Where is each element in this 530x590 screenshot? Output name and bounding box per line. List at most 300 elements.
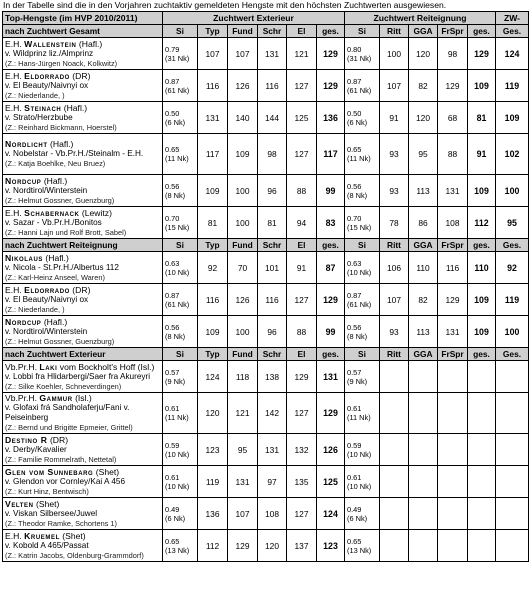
stallion-parents: v. Lobbi fra Hlidarbergi/Saer fra Akureyri xyxy=(5,371,151,381)
value-el: 137 xyxy=(287,530,317,562)
value-schr: 144 xyxy=(258,102,287,134)
si-nk: (6 Nk) xyxy=(165,513,186,523)
si-nk: (8 Nk) xyxy=(347,190,368,200)
value-gga: 113 xyxy=(409,175,438,207)
value-schr: 101 xyxy=(258,252,287,284)
si-reiteignung-cell xyxy=(345,38,380,70)
value-typ: 92 xyxy=(198,252,228,284)
value-ritt: 107 xyxy=(380,284,409,316)
value-zw-gesamt xyxy=(496,393,529,434)
value-typ: 81 xyxy=(198,207,228,239)
stallion-breed: (DR) xyxy=(72,284,91,295)
value-el: 127 xyxy=(287,70,317,102)
stallion-breed: (Shet) xyxy=(35,498,60,509)
si-exterieur-cell xyxy=(163,316,198,348)
value-typ: 112 xyxy=(198,530,228,562)
value-ges-reiteignung: 91 xyxy=(468,134,496,175)
value-schr: 142 xyxy=(258,393,287,434)
value-el: 135 xyxy=(287,466,317,498)
table-row xyxy=(3,207,529,239)
stallion-parents: v. Strato/Herzbube xyxy=(5,112,73,122)
stallion-breed: (DR) xyxy=(72,70,91,81)
col-frspr: FrSpr xyxy=(438,239,468,252)
table-row xyxy=(3,252,529,284)
value-ges-reiteignung xyxy=(468,393,496,434)
col-gga: GGA xyxy=(409,25,438,38)
stallion-parents: v. Nordtirol/Winterstein xyxy=(5,326,88,336)
col-schr: Schr xyxy=(258,239,287,252)
zw-header-line2: Ges. xyxy=(496,25,529,38)
si-nk: (61 Nk) xyxy=(165,85,190,95)
si-nk: (8 Nk) xyxy=(165,190,186,200)
value-zw-gesamt: 109 xyxy=(496,102,529,134)
value-el: 129 xyxy=(287,361,317,393)
si-nk: (61 Nk) xyxy=(347,299,372,309)
stallion-parents: v. Nobelstar - Vb.Pr.H./Steinalm - E.H. xyxy=(5,149,144,158)
value-fund: 126 xyxy=(228,70,258,102)
table-row xyxy=(3,361,529,393)
col-si: Si xyxy=(163,239,198,252)
si-value: 0.65 xyxy=(165,536,180,546)
value-ges-reiteignung: 109 xyxy=(468,316,496,348)
value-ges-exterieur: 136 xyxy=(317,102,345,134)
si-nk: (10 Nk) xyxy=(347,481,372,491)
col-el: El xyxy=(287,25,317,38)
si-value: 0.65 xyxy=(347,536,362,546)
value-frspr xyxy=(438,393,468,434)
stallion-title xyxy=(5,285,161,295)
si-value: 0.50 xyxy=(347,108,362,118)
value-schr: 108 xyxy=(258,498,287,530)
si-reiteignung-cell xyxy=(345,466,380,498)
col-fund: Fund xyxy=(228,348,258,361)
si-reiteignung-cell xyxy=(345,134,380,175)
value-zw-gesamt: 119 xyxy=(496,284,529,316)
stallion-name: Nordcup xyxy=(5,316,42,327)
si-nk: (15 Nk) xyxy=(165,222,190,232)
value-ges-exterieur: 129 xyxy=(317,284,345,316)
value-typ: 117 xyxy=(198,134,228,175)
stallion-cell xyxy=(3,207,163,239)
si-value: 0.56 xyxy=(165,181,180,191)
table-subtitle: nach Zuchtwert Gesamt xyxy=(3,25,163,38)
col-typ: Typ xyxy=(198,348,228,361)
value-ritt xyxy=(380,530,409,562)
si-nk: (10 Nk) xyxy=(165,267,190,277)
col-ges2: ges. xyxy=(468,239,496,252)
si-value: 0.56 xyxy=(165,322,180,332)
si-value: 0.61 xyxy=(165,404,180,413)
stallion-title xyxy=(5,362,161,372)
stallion-name: Wallenstein xyxy=(24,38,77,49)
col-ritt: Ritt xyxy=(380,239,409,252)
stallion-parents: v. Derby/Kavalier xyxy=(5,444,67,454)
value-ges-reiteignung: 109 xyxy=(468,175,496,207)
si-value: 0.49 xyxy=(165,504,180,514)
si-nk: (10 Nk) xyxy=(165,481,190,491)
value-el: 121 xyxy=(287,38,317,70)
zw-header-line1: ZW- xyxy=(496,12,529,25)
value-schr: 116 xyxy=(258,70,287,102)
stallion-parents: v. Nicola - St.Pr.H./Albertus 112 xyxy=(5,262,119,272)
value-frspr: 68 xyxy=(438,102,468,134)
col-ges2: ges. xyxy=(468,348,496,361)
value-ges-exterieur: 83 xyxy=(317,207,345,239)
col-el: El xyxy=(287,239,317,252)
stallion-title xyxy=(5,393,161,403)
si-exterieur-cell xyxy=(163,252,198,284)
value-ges-reiteignung xyxy=(468,530,496,562)
si-nk: (13 Nk) xyxy=(347,545,372,555)
col-si: Si xyxy=(163,25,198,38)
col-ges: ges. xyxy=(317,25,345,38)
si-nk: (10 Nk) xyxy=(165,449,190,459)
value-schr: 97 xyxy=(258,466,287,498)
si-nk: (11 Nk) xyxy=(165,413,189,422)
col-ges: ges. xyxy=(317,239,345,252)
value-schr: 131 xyxy=(258,434,287,466)
value-ritt xyxy=(380,466,409,498)
si-value: 0.70 xyxy=(165,213,180,223)
table-row xyxy=(3,175,529,207)
stallion-cell xyxy=(3,393,163,434)
si-value: 0.80 xyxy=(347,44,362,54)
stallion-name: Velten xyxy=(5,498,34,509)
stallion-name: Gammur xyxy=(39,393,73,403)
stallion-table xyxy=(2,11,529,562)
value-el: 132 xyxy=(287,434,317,466)
si-reiteignung-cell xyxy=(345,434,380,466)
stallion-breed: (Hafl.) xyxy=(63,102,88,113)
col-typ: Typ xyxy=(198,25,228,38)
table-row xyxy=(3,530,529,562)
value-ges-reiteignung xyxy=(468,361,496,393)
value-gga xyxy=(409,434,438,466)
value-ges-exterieur: 99 xyxy=(317,175,345,207)
si-nk: (8 Nk) xyxy=(165,331,186,341)
stallion-breeder: (Z.: Katrin Jacobs, Oldenburg-Grammdorf) xyxy=(5,550,144,560)
col-gga: GGA xyxy=(409,348,438,361)
stallion-title xyxy=(5,176,161,186)
value-zw-gesamt: 119 xyxy=(496,70,529,102)
table-row xyxy=(3,434,529,466)
si-nk: (6 Nk) xyxy=(347,513,368,523)
stallion-title xyxy=(5,39,161,49)
stallion-title xyxy=(5,467,161,477)
stallion-title xyxy=(5,499,161,509)
value-ges-exterieur: 131 xyxy=(317,361,345,393)
col-frspr: FrSpr xyxy=(438,348,468,361)
value-schr: 116 xyxy=(258,284,287,316)
col-ges2: ges. xyxy=(468,25,496,38)
table-row xyxy=(3,134,529,175)
si-exterieur-cell xyxy=(163,70,198,102)
value-ges-exterieur: 87 xyxy=(317,252,345,284)
stallion-name: Eldorrado xyxy=(24,70,70,81)
stallion-title xyxy=(5,103,161,113)
stallion-breeder: (Z.: Karl-Heinz Anseel, Waren) xyxy=(5,272,105,282)
table-row xyxy=(3,38,529,70)
value-schr: 81 xyxy=(258,207,287,239)
si-exterieur-cell xyxy=(163,38,198,70)
col-schr: Schr xyxy=(258,348,287,361)
si-value: 0.87 xyxy=(347,290,362,300)
stallion-prefix: E.H. xyxy=(5,284,22,295)
table-row xyxy=(3,466,529,498)
value-frspr: 98 xyxy=(438,38,468,70)
si-value: 0.56 xyxy=(347,181,362,191)
value-el: 127 xyxy=(287,134,317,175)
value-el: 91 xyxy=(287,252,317,284)
zw-header-line2: Ges. xyxy=(496,348,529,361)
si-nk: (10 Nk) xyxy=(347,449,372,459)
value-zw-gesamt xyxy=(496,434,529,466)
value-frspr xyxy=(438,530,468,562)
stallion-name: Nikolaus xyxy=(5,252,44,263)
section-title: nach Zuchtwert Reiteignung xyxy=(3,239,163,252)
value-el: 88 xyxy=(287,175,317,207)
stallion-breeder: (Z.: Hans-Jürgen Noack, Kolkwitz) xyxy=(5,58,118,68)
value-ritt xyxy=(380,361,409,393)
value-ritt: 91 xyxy=(380,102,409,134)
stallion-cell xyxy=(3,38,163,70)
value-frspr: 129 xyxy=(438,70,468,102)
value-schr: 138 xyxy=(258,361,287,393)
section-header xyxy=(3,239,529,252)
value-ges-reiteignung: 110 xyxy=(468,252,496,284)
col-frspr: FrSpr xyxy=(438,25,468,38)
si-nk: (11 Nk) xyxy=(347,154,371,163)
si-nk: (6 Nk) xyxy=(347,117,368,127)
si-exterieur-cell xyxy=(163,434,198,466)
stallion-parents: v. El Beauty/Naivnyi ox xyxy=(5,294,89,304)
si-value: 0.59 xyxy=(347,440,362,450)
value-frspr xyxy=(438,466,468,498)
si-value: 0.87 xyxy=(165,76,180,86)
col-ritt: Ritt xyxy=(380,348,409,361)
table-row xyxy=(3,498,529,530)
value-ges-exterieur: 129 xyxy=(317,393,345,434)
stallion-name: Nordcup xyxy=(5,175,42,186)
si-value: 0.61 xyxy=(347,404,362,413)
si-reiteignung-cell xyxy=(345,70,380,102)
value-ritt xyxy=(380,393,409,434)
col-schr: Schr xyxy=(258,25,287,38)
si-nk: (11 Nk) xyxy=(165,154,189,163)
value-frspr: 129 xyxy=(438,284,468,316)
stallion-cell xyxy=(3,530,163,562)
si-reiteignung-cell xyxy=(345,361,380,393)
stallion-parents: v. Glofaxi frá Sandholaferju/Fani v. Peiseinberg xyxy=(5,403,130,422)
value-gga xyxy=(409,466,438,498)
value-schr: 120 xyxy=(258,530,287,562)
si-nk: (61 Nk) xyxy=(347,85,372,95)
stallion-title xyxy=(5,317,161,327)
value-frspr: 131 xyxy=(438,316,468,348)
value-typ: 116 xyxy=(198,284,228,316)
value-fund: 107 xyxy=(228,38,258,70)
table-row xyxy=(3,284,529,316)
value-ritt: 106 xyxy=(380,252,409,284)
value-zw-gesamt: 102 xyxy=(496,134,529,175)
stallion-parents: v. El Beauty/Naivnyi ox xyxy=(5,80,89,90)
zw-header-line2: Ges. xyxy=(496,239,529,252)
stallion-name: Kruemel xyxy=(24,530,60,541)
stallion-cell xyxy=(3,102,163,134)
col-fund: Fund xyxy=(228,25,258,38)
stallion-breeder: (Z.: Niederlande, ) xyxy=(5,90,65,100)
value-el: 127 xyxy=(287,498,317,530)
stallion-prefix: E.H. xyxy=(5,530,22,541)
si-value: 0.61 xyxy=(165,472,180,482)
value-gga xyxy=(409,361,438,393)
value-frspr xyxy=(438,434,468,466)
si-reiteignung-cell xyxy=(345,175,380,207)
si-value: 0.57 xyxy=(347,367,362,377)
stallion-prefix: Vb.Pr.H. xyxy=(5,393,37,403)
value-fund: 140 xyxy=(228,102,258,134)
value-gga: 120 xyxy=(409,38,438,70)
si-exterieur-cell xyxy=(163,134,198,175)
table-row xyxy=(3,316,529,348)
value-ges-exterieur: 123 xyxy=(317,530,345,562)
si-nk: (8 Nk) xyxy=(347,331,368,341)
stallion-breeder: (Z.: Bernd und Brigitte Epmeier, Grittel) xyxy=(5,423,133,432)
value-typ: 136 xyxy=(198,498,228,530)
stallion-cell xyxy=(3,175,163,207)
value-gga: 86 xyxy=(409,207,438,239)
value-typ: 107 xyxy=(198,38,228,70)
si-exterieur-cell xyxy=(163,498,198,530)
value-ges-exterieur: 129 xyxy=(317,70,345,102)
si-exterieur-cell xyxy=(163,284,198,316)
value-fund: 100 xyxy=(228,316,258,348)
table-caption: In der Tabelle sind die in den Vorjahren zuchtaktiv gemeldeten Hengste mit den höchsten Zuchtwerten ausgewiesen. xyxy=(3,0,447,10)
stallion-title xyxy=(5,531,161,541)
col-si2: Si xyxy=(345,239,380,252)
value-zw-gesamt xyxy=(496,466,529,498)
value-ges-exterieur: 125 xyxy=(317,466,345,498)
value-typ: 116 xyxy=(198,70,228,102)
stallion-cell xyxy=(3,134,163,175)
value-ritt: 78 xyxy=(380,207,409,239)
value-gga: 82 xyxy=(409,284,438,316)
si-value: 0.65 xyxy=(165,145,180,154)
value-frspr: 88 xyxy=(438,134,468,175)
stallion-prefix: E.H. xyxy=(5,102,22,113)
si-reiteignung-cell xyxy=(345,102,380,134)
value-ges-exterieur: 99 xyxy=(317,316,345,348)
col-si2: Si xyxy=(345,25,380,38)
section-header xyxy=(3,348,529,361)
stallion-parents: v. Viskan Silbersee/Juwel xyxy=(5,508,98,518)
si-value: 0.56 xyxy=(347,322,362,332)
si-nk: (31 Nk) xyxy=(165,53,190,63)
stallion-cell xyxy=(3,466,163,498)
si-exterieur-cell xyxy=(163,530,198,562)
stallion-breeder: (Z.: Reinhard Bickmann, Hoerstel) xyxy=(5,122,117,132)
stallion-name: Destino R xyxy=(5,434,48,445)
si-nk: (11 Nk) xyxy=(347,413,371,422)
value-ges-exterieur: 124 xyxy=(317,498,345,530)
stallion-name: Steinach xyxy=(24,102,62,113)
value-ges-exterieur: 129 xyxy=(317,38,345,70)
value-typ: 123 xyxy=(198,434,228,466)
si-value: 0.49 xyxy=(347,504,362,514)
value-typ: 124 xyxy=(198,361,228,393)
value-typ: 109 xyxy=(198,175,228,207)
value-typ: 131 xyxy=(198,102,228,134)
value-fund: 126 xyxy=(228,284,258,316)
si-reiteignung-cell xyxy=(345,530,380,562)
table-row xyxy=(3,393,529,434)
value-gga xyxy=(409,530,438,562)
col-ges: ges. xyxy=(317,348,345,361)
value-gga: 110 xyxy=(409,252,438,284)
value-gga: 120 xyxy=(409,102,438,134)
stallion-breeder: (Z.: Katja Boehlke, Neu Bruez) xyxy=(5,159,106,168)
si-nk: (6 Nk) xyxy=(165,117,186,127)
value-ritt: 93 xyxy=(380,175,409,207)
stallion-breed: (Isl.) xyxy=(75,393,92,403)
value-ges-reiteignung: 109 xyxy=(468,70,496,102)
col-si: Si xyxy=(163,348,198,361)
value-ritt: 93 xyxy=(380,316,409,348)
stallion-cell xyxy=(3,284,163,316)
si-reiteignung-cell xyxy=(345,252,380,284)
value-fund: 109 xyxy=(228,134,258,175)
value-typ: 119 xyxy=(198,466,228,498)
group-exterieur-header: Zuchtwert Exterieur xyxy=(163,12,345,25)
value-ges-reiteignung: 81 xyxy=(468,102,496,134)
si-reiteignung-cell xyxy=(345,393,380,434)
si-nk: (31 Nk) xyxy=(347,53,372,63)
value-fund: 131 xyxy=(228,466,258,498)
value-gga xyxy=(409,393,438,434)
stallion-cell xyxy=(3,252,163,284)
value-fund: 70 xyxy=(228,252,258,284)
value-ges-reiteignung xyxy=(468,498,496,530)
value-zw-gesamt: 100 xyxy=(496,175,529,207)
value-ges-reiteignung: 129 xyxy=(468,38,496,70)
stallion-parents: v. Glendon vor Cornley/Kai A 456 xyxy=(5,476,125,486)
stallion-parents: v. Kobold A 465/Passat xyxy=(5,540,89,550)
stallion-prefix: E.H. xyxy=(5,38,22,49)
stallion-title xyxy=(5,253,161,263)
stallion-parents: v. Nordtirol/Winterstein xyxy=(5,185,88,195)
stallion-breed: (Hafl.) xyxy=(43,175,68,186)
si-nk: (10 Nk) xyxy=(347,267,372,277)
si-value: 0.87 xyxy=(347,76,362,86)
stallion-name: Glen vom Sunnebarg xyxy=(5,466,94,477)
si-value: 0.59 xyxy=(165,440,180,450)
group-reiteignung-header: Zuchtwert Reiteignung xyxy=(345,12,496,25)
col-fund: Fund xyxy=(228,239,258,252)
stallion-breeder: (Z.: Helmut Gossner, Guenzburg) xyxy=(5,195,115,205)
si-reiteignung-cell xyxy=(345,498,380,530)
value-ges-reiteignung xyxy=(468,434,496,466)
value-fund: 95 xyxy=(228,434,258,466)
value-zw-gesamt: 100 xyxy=(496,316,529,348)
value-ritt: 107 xyxy=(380,70,409,102)
value-typ: 120 xyxy=(198,393,228,434)
stallion-breeder: (Z.: Hanni Lajn und Rolf Brott, Sabel) xyxy=(5,227,127,237)
si-nk: (15 Nk) xyxy=(347,222,372,232)
table-row xyxy=(3,70,529,102)
value-schr: 98 xyxy=(258,134,287,175)
si-value: 0.63 xyxy=(347,258,362,268)
value-el: 127 xyxy=(287,284,317,316)
